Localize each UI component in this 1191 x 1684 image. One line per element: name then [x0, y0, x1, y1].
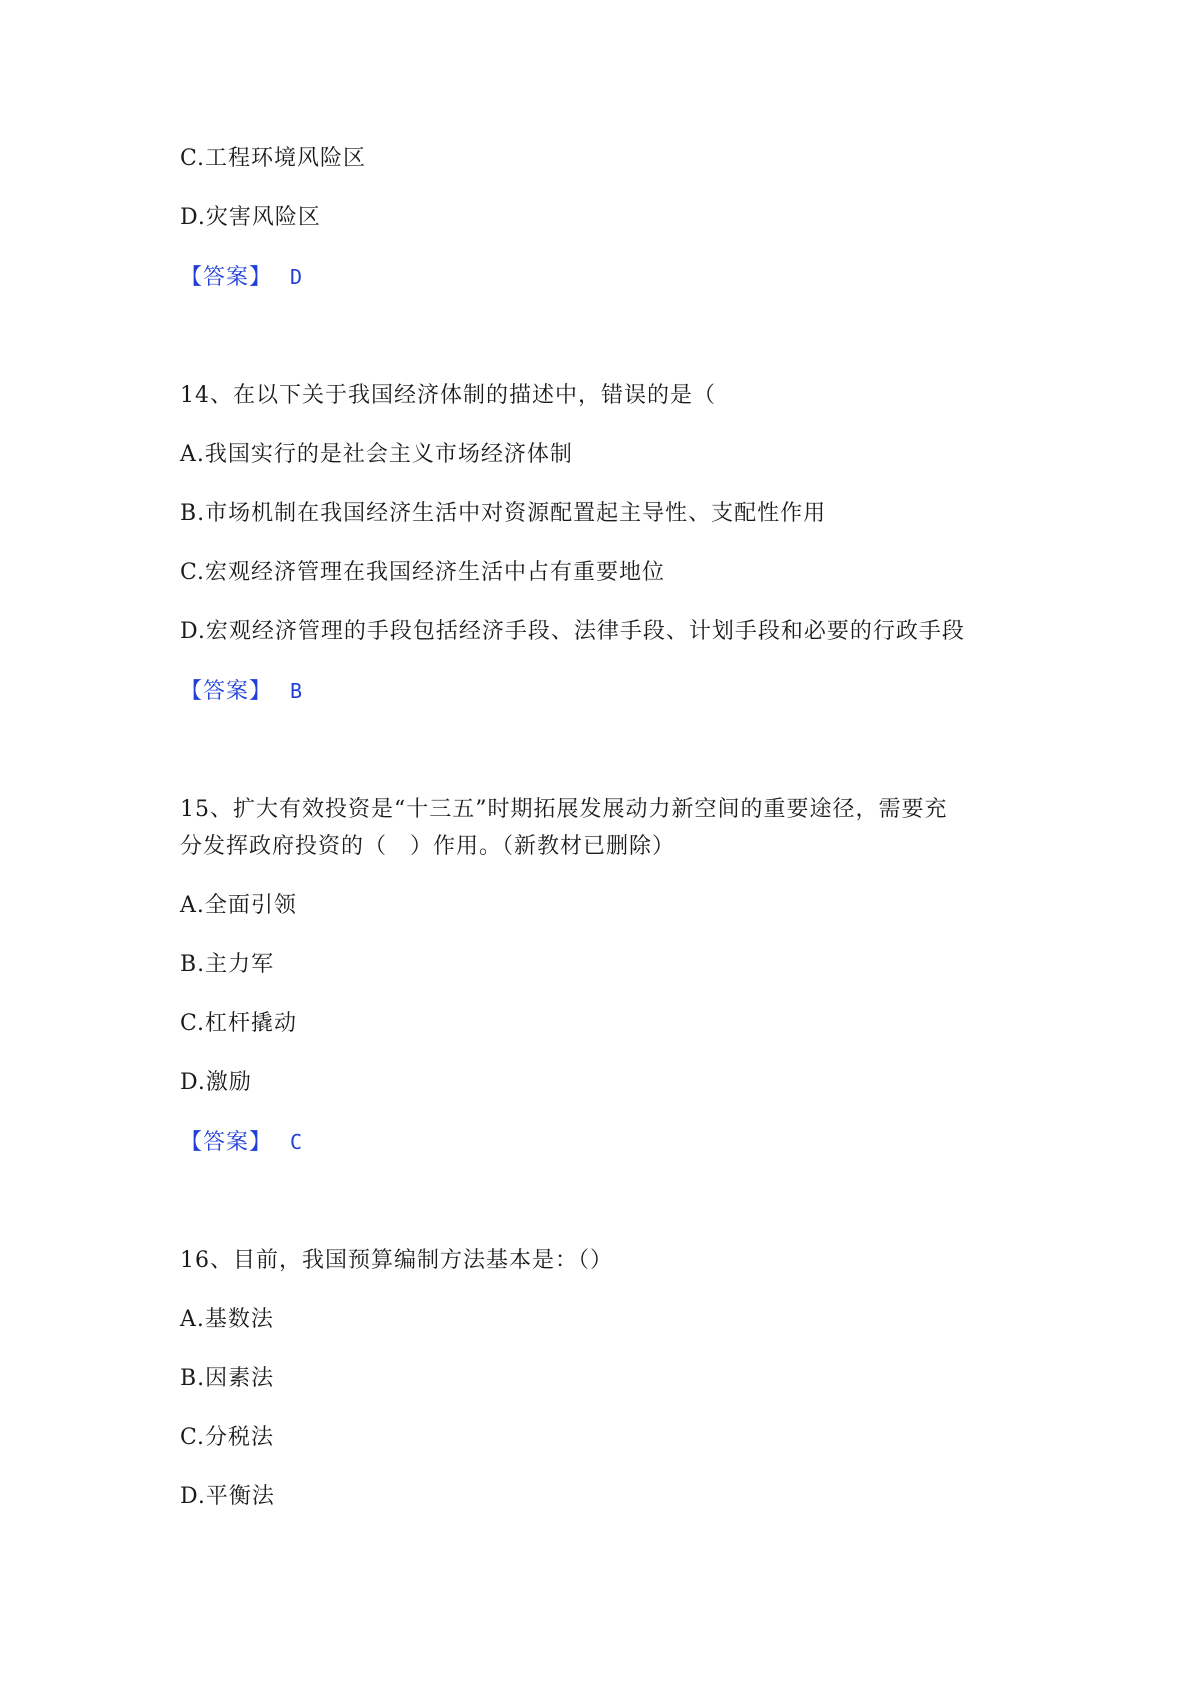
- q15-answer: [180, 1127, 303, 1158]
- answer-label: 【答案】: [180, 265, 273, 290]
- answer-value: C: [290, 1130, 304, 1154]
- q13-answer: [180, 262, 303, 293]
- q16-option-b: B.因素法: [180, 1366, 275, 1391]
- q14-option-d: D.宏观经济管理的手段包括经济手段、法律手段、计划手段和必要的行政手段: [180, 619, 965, 644]
- q14-answer: [180, 676, 303, 707]
- q14-option-c: C.宏观经济管理在我国经济生活中占有重要地位: [180, 560, 666, 585]
- q13-option-c: C.工程环境风险区: [180, 146, 367, 171]
- q14-option-b: B.市场机制在我国经济生活中对资源配置起主导性、支配性作用: [180, 501, 827, 526]
- answer-label: 【答案】: [180, 679, 273, 704]
- q15-stem-line1: 15、扩大有效投资是“十三五”时期拓展发展动力新空间的重要途径，需要充: [180, 797, 948, 822]
- answer-value: D: [290, 265, 304, 289]
- q15-stem-line2: 分发挥政府投资的（ ）作用。（新教材已删除）: [180, 834, 676, 859]
- q13-option-d: D.灾害风险区: [180, 205, 321, 230]
- q15-option-b: B.主力军: [180, 952, 275, 977]
- answer-label: 【答案】: [180, 1130, 273, 1155]
- q15-option-a: A.全面引领: [180, 893, 297, 918]
- answer-value: B: [290, 679, 304, 703]
- q16-option-d: D.平衡法: [180, 1484, 275, 1509]
- q16-option-c: C.分税法: [180, 1425, 275, 1450]
- q14-option-a: A.我国实行的是社会主义市场经济体制: [180, 442, 573, 467]
- q15-option-c: C.杠杆撬动: [180, 1011, 298, 1036]
- q16-option-a: A.基数法: [180, 1307, 274, 1332]
- q16-stem: 16、目前，我国预算编制方法基本是：（）: [180, 1248, 613, 1273]
- q14-stem: 14、在以下关于我国经济体制的描述中，错误的是（: [180, 383, 716, 408]
- q15-option-d: D.激励: [180, 1070, 252, 1095]
